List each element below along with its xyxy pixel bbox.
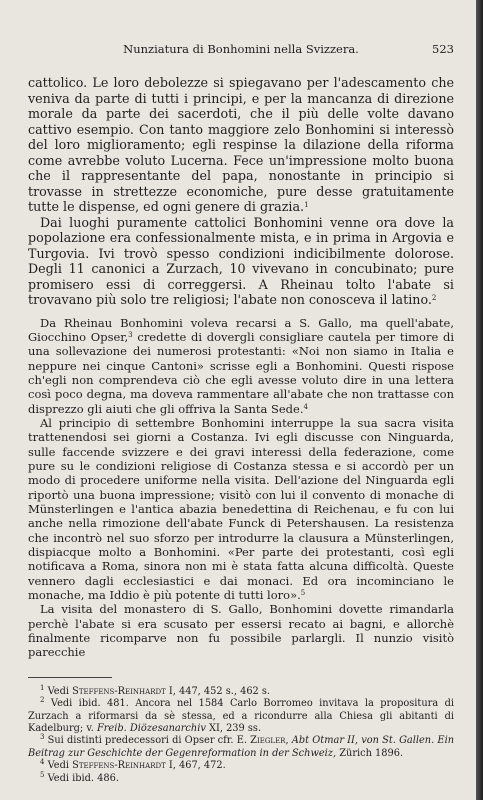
page-number: 523 xyxy=(432,42,454,56)
footnote-1: $^1$ Vedi Steffens-Reinhardt I, 447, 452 s., 462 s. xyxy=(40,683,271,697)
running-head xyxy=(28,42,454,58)
footnote-rule xyxy=(28,677,112,678)
running-title: Nunziatura di Bonhomini nella Svizzera. xyxy=(123,42,359,56)
footnote-ref: 2 xyxy=(431,294,437,302)
paragraph: La visita del monastero di S. Gallo, Bonhomini dovette rimandarla perchè l'abate si era scusato per essersi recato ai bagni, e allorchè finalmente ricomparve non fu possibile parlargli. Il nunzio visitò parecchie xyxy=(28,602,454,660)
footnote-3: $^3$ Sui distinti predecessori di Opser cfr. E. Ziegler, Abt Otmar II, von St. Gallen. Ein Beitrag zur Geschichte der Gegenreformation in der Schweiz, Zürich 1896. xyxy=(28,733,455,759)
section-small-type xyxy=(28,316,454,660)
footnote-ref: 3 xyxy=(128,330,133,339)
paragraph: cattolico. Le loro debolezze si spiegavano per l'adescamento che veniva da parte di tutti i principi, e per la mancanza di direzione morale da parte dei sacerdoti, che il più delle volte davano cattivo esempio. Con tanto maggiore zelo Bonhomini si interessò del loro miglioramento; egli respinse la dilazione della riforma come avrebbe voluto Lucerna. Fece un'impressione molto buona che il rappresentante del papa, nonostante in principio si trovasse in strettezze economiche, pure desse gratuitamente tutte le dispense, ed ogni genere di grazia.$^1$ xyxy=(28,75,454,214)
page-body xyxy=(28,75,454,785)
footnote-ref: 1 xyxy=(304,201,309,209)
footnote-4: $^4$ Vedi Steffens-Reinhardt I, 467, 472. xyxy=(40,758,226,772)
footnote-2: $^2$ Vedi ibid. 481. Ancora nel 1584 Carlo Borromeo invitava la propositura di Zurzach a riformarsi da sè stessa, ed a ricondurre alla Chiesa gli abitanti di Kadelburg; v. Freib. Diözesanarchiv XI, 239 ss. xyxy=(28,696,454,734)
paragraph: Da Rheinau Bonhomini voleva recarsi a S. Gallo, ma quell'abate, Giocchino Opser,$^3$ credette di dovergli consigliare cautela per timore di una sollevazione dei numerosi protestanti: «Noi non siamo in Italia e neppure nei cinque Cantoni» scrisse egli a Bonhomini. Questi rispose ch'egli non comprendeva ciò che egli avesse voluto dire in una lettera così poco degna, ma doveva rammentare all'abate che non trattasse con disprezzo gli aiuti che gli offriva la Santa Sede.$^4$ xyxy=(28,315,455,416)
section-large-type xyxy=(28,75,454,308)
page-edge xyxy=(476,0,483,800)
paragraph: Al principio di settembre Bonhomini interruppe la sua sacra visita trattenendosi sei giorni a Costanza. Ivi egli discusse con Ninguarda, sulle faccende svizzere e dei gravi interessi della federazione, come pure su le condizioni religiose di Costanza stessa e si accordò per un modo di procedere uniforme nella visita. Dell'azione del Ninguarda egli riportò una buona impressione; visitò con lui il convento di monache di Münsterlingen e l'antica abazia benedettina di Reichenau, e fu con lui anche nella rimozione dell'abate Funck di Petershausen. La resistenza che incontrò nel suo sforzo per introdurre la clausura a Münsterlingen, dispiacque molto a Bonhomini. «Per parte dei protestanti, così egli notificava a Roma, sinora non mi è stata fatta alcuna difficoltà. Queste vennero dagli ecclesiastici e dai monaci. Ed ora incominciano le monache, ma Iddio è più potente di tutti loro».$^5$ xyxy=(28,415,454,603)
footnote-5: $^5$ Vedi ibid. 486. xyxy=(40,770,119,784)
paragraph: Dai luoghi puramente cattolici Bonhomini venne ora dove la popolazione era confessionalmente mista, e in prima in Argovia e Turgovia. Ivi trovò spesso condizioni indicibilmente dolorose. Degli 11 canonici a Zurzach, 10 vivevano in concubinato; pure promisero essi di correggersi. A Rheinau tolto l'abate si trovavano più solo tre religiosi; l'abate non conosceva il latino.$^2$ xyxy=(28,214,454,307)
footnote-ref: 4 xyxy=(303,402,308,411)
footnote-ref: 5 xyxy=(300,589,306,598)
footnotes xyxy=(28,683,455,785)
